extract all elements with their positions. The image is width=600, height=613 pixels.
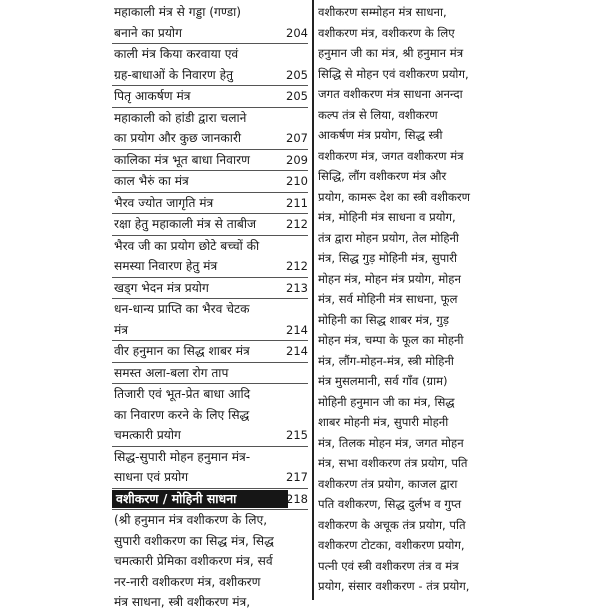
- toc-page-number: 211: [286, 195, 308, 210]
- toc-entry: [112, 214, 308, 236]
- toc-page-number: 209: [286, 152, 308, 167]
- toc-page-number: 214: [286, 322, 308, 337]
- toc-page-number: 218: [286, 491, 308, 506]
- toc-entry-line: [112, 384, 308, 405]
- toc-entry: [112, 108, 308, 150]
- intro-text: नर-नारी वशीकरण मंत्र, वशीकरण: [114, 574, 261, 589]
- toc-entry-text: पितृ आकर्षण मंत्र: [114, 89, 191, 103]
- toc-entry-line: [112, 467, 308, 489]
- toc-entry-line: [112, 256, 308, 278]
- body-text-line: वशीकरण मंत्र, वशीकरण के लिए: [318, 25, 455, 40]
- toc-entry-text: बनाने का प्रयोग: [114, 25, 182, 40]
- toc-page-number: 205: [286, 67, 308, 82]
- intro-text: (श्री हनुमान मंत्र वशीकरण के लिए,: [114, 513, 268, 527]
- toc-entry-line: [112, 44, 308, 65]
- toc-entry: [112, 86, 308, 108]
- body-text-line: वशीकरण तंत्र प्रयोग, काजल द्वारा: [318, 476, 458, 491]
- toc-entry-line: [112, 447, 308, 468]
- intro-text: मंत्र साधना, स्त्री वशीकरण मंत्र,: [114, 595, 251, 609]
- toc-entry: [112, 278, 308, 300]
- toc-page-number: 212: [286, 217, 308, 231]
- toc-entry-text: धन-धान्य प्राप्ति का भैरव चेटक: [114, 302, 250, 316]
- body-text-line: वशीकरण सम्मोहन मंत्र साधना,: [318, 5, 447, 19]
- body-text-line: मंत्र, सर्व मोहिनी मंत्र साधना, फूल: [318, 292, 458, 306]
- toc-entry-text: का प्रयोग और कुछ जानकारी: [114, 131, 242, 145]
- body-text-line: सिद्धि, लौंग वशीकरण मंत्र और: [318, 169, 447, 183]
- toc-page-number: 207: [286, 131, 308, 145]
- toc-entry-text: कालिका मंत्र भूत बाधा निवारण: [114, 152, 250, 167]
- toc-entry-text: महाकाली मंत्र से गड्डा (गण्डा): [114, 5, 242, 19]
- toc-entry-text: खड्ग भेदन मंत्र प्रयोग: [114, 280, 209, 295]
- toc-entry-line: [112, 425, 308, 447]
- toc-entry-line: [112, 23, 308, 45]
- toc-entry-text: भैरव जी का प्रयोग छोटे बच्चों की: [114, 238, 260, 253]
- section-heading-text: वशीकरण / मोहिनी साधना: [112, 490, 288, 508]
- toc-entry-line: [112, 214, 308, 236]
- toc-page-number: 215: [286, 428, 308, 442]
- body-text-line: मंत्र, सभा वशीकरण तंत्र प्रयोग, पति: [318, 456, 468, 470]
- intro-line: [112, 572, 308, 593]
- toc-entry-line: [112, 405, 308, 426]
- body-text-line: प्रयोग, संसार वशीकरण - तंत्र प्रयोग,: [318, 579, 470, 593]
- body-text-line: वशीकरण मंत्र, जगत वशीकरण मंत्र: [318, 148, 464, 163]
- body-text-line: पत्नी एवं स्त्री वशीकरण तंत्र व मंत्र: [318, 558, 459, 573]
- body-text-line: मंत्र, सिद्ध गुड़ मोहिनी मंत्र, सुपारी: [318, 251, 457, 265]
- body-text-line: कल्प तंत्र से लिया, वशीकरण: [318, 107, 438, 122]
- toc-entry-text: वीर हनुमान का सिद्ध शाबर मंत्र: [114, 344, 250, 358]
- toc-entry-line: [112, 86, 308, 108]
- body-text-line: जगत वशीकरण मंत्र साधना अनन्दा: [318, 87, 463, 101]
- body-text-line: मंत्र, मोहिनी मंत्र साधना व प्रयोग,: [318, 210, 456, 224]
- toc-entry: [112, 363, 308, 385]
- toc-entry-text: रक्षा हेतु महाकाली मंत्र से ताबीज: [114, 217, 257, 231]
- toc-entry-text: का निवारण करने के लिए सिद्ध: [114, 407, 250, 422]
- body-text-line: मोहिनी हनुमान जी का मंत्र, सिद्ध: [318, 394, 455, 409]
- body-text-line: वशीकरण टोटका, वशीकरण प्रयोग,: [318, 538, 465, 552]
- toc-entry-text: ग्रह-बाधाओं के निवारण हेतु: [114, 67, 234, 82]
- right-column: [318, 2, 476, 597]
- left-column: [112, 2, 308, 613]
- body-text-line: मोहिनी का सिद्ध शाबर मंत्र, गुड़: [318, 312, 449, 327]
- toc-entry-line: [112, 171, 308, 193]
- toc-page-number: 214: [286, 344, 308, 358]
- toc-entry-line: [112, 341, 308, 363]
- toc-page-number: 205: [286, 89, 308, 103]
- toc-entry: [112, 341, 308, 363]
- toc-entry-line: [112, 150, 308, 172]
- intro-line: [112, 531, 308, 552]
- toc-entry-text: महाकाली को हांडी द्वारा चलाने: [114, 110, 247, 125]
- toc-entry-text: भैरव ज्योत जागृति मंत्र: [114, 195, 214, 210]
- body-text-line: आकर्षण मंत्र प्रयोग, सिद्ध स्त्री: [318, 128, 443, 142]
- body-text-line: मोहन मंत्र, चम्पा के फूल का मोहनी: [318, 333, 464, 347]
- toc-entry-line: [112, 363, 308, 385]
- body-text-line: शाबर मोहनी मंत्र, सुपारी मोहनी: [318, 415, 449, 429]
- body-text-line: पति वशीकरण, सिद्ध दुर्लभ व गुप्त: [318, 497, 462, 511]
- toc-entry-line: [112, 2, 308, 23]
- toc-entry-line: [112, 193, 308, 215]
- toc-entry-line: [112, 320, 308, 342]
- toc-entry-text: सिद्ध-सुपारी मोहन हनुमान मंत्र-: [114, 449, 251, 464]
- toc-entry: [112, 299, 308, 341]
- body-text-line: मंत्र मुसलमानी, सर्व गाँव (ग्राम): [318, 374, 448, 388]
- section-intro: [112, 510, 308, 613]
- toc-entry-line: [112, 278, 308, 300]
- toc-entry: [112, 171, 308, 193]
- toc-entry-text: मंत्र: [114, 322, 129, 337]
- toc-entry-text: काल भैरुं का मंत्र: [114, 174, 189, 188]
- toc-entry: [112, 2, 308, 44]
- section-heading-line: [112, 489, 308, 511]
- toc-page-number: 210: [286, 174, 308, 188]
- body-text-line: मंत्र, तिलक मोहन मंत्र, जगत मोहन: [318, 435, 464, 450]
- toc-entry-line: [112, 65, 308, 87]
- toc-entry-text: काली मंत्र किया करवाया एवं: [114, 47, 239, 61]
- toc-entry: [112, 236, 308, 278]
- toc-entry-line: [112, 236, 308, 257]
- toc-entry: [112, 447, 308, 489]
- toc-entry: [112, 150, 308, 172]
- toc-entry-text: साधना एवं प्रयोग: [114, 470, 189, 484]
- intro-text: चमत्कारी प्रेमिका वशीकरण मंत्र, सर्व: [114, 554, 273, 568]
- toc-entry-text: समस्त अला-बला रोग ताप: [114, 365, 229, 380]
- body-text-line: प्रयोग, कामरू देश का स्त्री वशीकरण: [318, 189, 471, 204]
- intro-line: [112, 592, 308, 613]
- toc-entry-line: [112, 299, 308, 320]
- section-heading: [112, 489, 308, 511]
- toc-page-number: 217: [286, 470, 308, 484]
- intro-line: [112, 510, 308, 531]
- intro-text: सुपारी वशीकरण का सिद्ध मंत्र, सिद्ध: [114, 533, 274, 548]
- intro-line: [112, 551, 308, 572]
- toc-entry-text: तिजारी एवं भूत-प्रेत बाधा आदि: [114, 387, 251, 401]
- toc-entry: [112, 44, 308, 86]
- toc-page-number: 213: [286, 280, 308, 295]
- toc-page-number: 204: [286, 25, 308, 40]
- body-text-line: हनुमान जी का मंत्र, श्री हनुमान मंत्र: [318, 46, 464, 60]
- toc-entry: [112, 384, 308, 447]
- body-text-line: मंत्र, लौंग-मोहन-मंत्र, स्त्री मोहिनी: [318, 353, 454, 368]
- body-text-line: मोहन मंत्र, मोहन मंत्र प्रयोग, मोहन: [318, 271, 461, 286]
- body-text-line: सिद्धि से मोहन एवं वशीकरण प्रयोग,: [318, 66, 469, 81]
- toc-entry-text: समस्या निवारण हेतु मंत्र: [114, 259, 218, 273]
- body-text-line: तंत्र द्वारा मोहन प्रयोग, तेल मोहिनी: [318, 230, 459, 245]
- toc-entry: [112, 193, 308, 215]
- toc-entry-line: [112, 128, 308, 150]
- toc-entry-line: [112, 108, 308, 129]
- column-divider: [312, 0, 314, 600]
- body-text-line: वशीकरण के अचूक तंत्र प्रयोग, पति: [318, 517, 466, 532]
- toc-entry-text: चमत्कारी प्रयोग: [114, 428, 181, 442]
- toc-page-number: 212: [286, 259, 308, 273]
